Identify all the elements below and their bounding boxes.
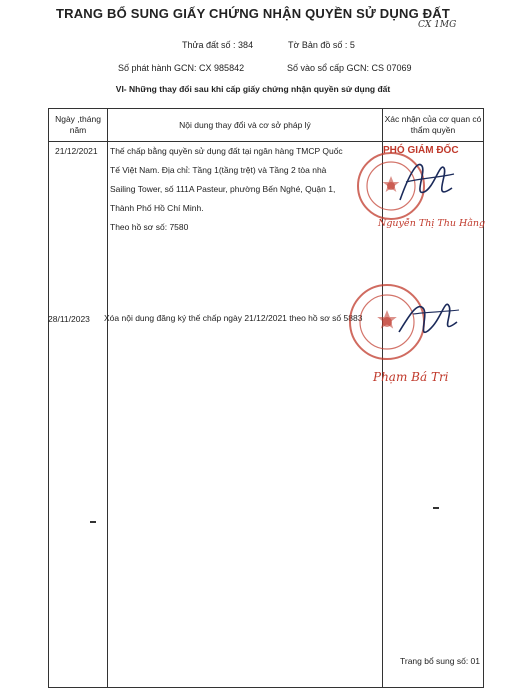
entry-date: 21/12/2021 — [55, 146, 98, 156]
entry-line: Sailing Tower, số 111A Pasteur, phường Bến Nghé, Quận 1, — [110, 184, 336, 194]
handwritten-note: CX 1MG — [418, 20, 457, 30]
header-confirmation: Xác nhận của cơ quan có thẩm quyền — [383, 109, 484, 142]
entry-date: 28/11/2023 — [48, 314, 90, 324]
signer-name: Nguyễn Thị Thu Hằng — [378, 218, 486, 229]
section-title: VI- Những thay đổi sau khi cấp giấy chứng nhận quyền sử dụng đất — [115, 84, 391, 94]
margin-dash — [433, 507, 439, 509]
table-header-row — [49, 109, 484, 142]
margin-dash — [90, 521, 96, 523]
parcel-number: Thửa đất số : 384 — [182, 40, 254, 50]
certificate-serial: Số phát hành GCN: CX 985842 — [118, 63, 245, 73]
entry-line: Xóa nội dung đăng ký thế chấp ngày 21/12/2021 theo hồ sơ số 5883 — [104, 313, 363, 323]
page-title: TRANG BỔ SUNG GIẤY CHỨNG NHẬN QUYỀN SỬ DỤNG ĐẤT — [55, 6, 451, 21]
header-content: Nội dung thay đổi và cơ sở pháp lý — [108, 109, 383, 142]
entry-line: Thành Phố Hồ Chí Minh. — [110, 203, 204, 213]
entry-line: Theo hồ sơ số: 7580 — [110, 222, 189, 232]
date-column — [49, 142, 108, 688]
page-number: Trang bổ sung số: 01 — [399, 656, 480, 666]
signer-role: PHÓ GIÁM ĐỐC — [383, 145, 459, 156]
certificate-book-number: Số vào sổ cấp GCN: CS 07069 — [287, 63, 412, 73]
signature-mark — [392, 152, 462, 212]
header-date: Ngày ,tháng năm — [49, 109, 108, 142]
map-sheet-number: Tờ Bản đồ số : 5 — [288, 40, 355, 50]
entry-content — [110, 142, 380, 237]
signature-mark — [393, 292, 463, 352]
entry-line: Thế chấp bằng quyền sử dụng đất tại ngân hàng TMCP Quốc — [110, 146, 343, 156]
entry-line: Tế Việt Nam. Địa chỉ: Tầng 1(tầng trệt) và Tầng 2 tòa nhà — [110, 165, 327, 175]
signer-name: Phạm Bá Tri — [373, 370, 449, 384]
